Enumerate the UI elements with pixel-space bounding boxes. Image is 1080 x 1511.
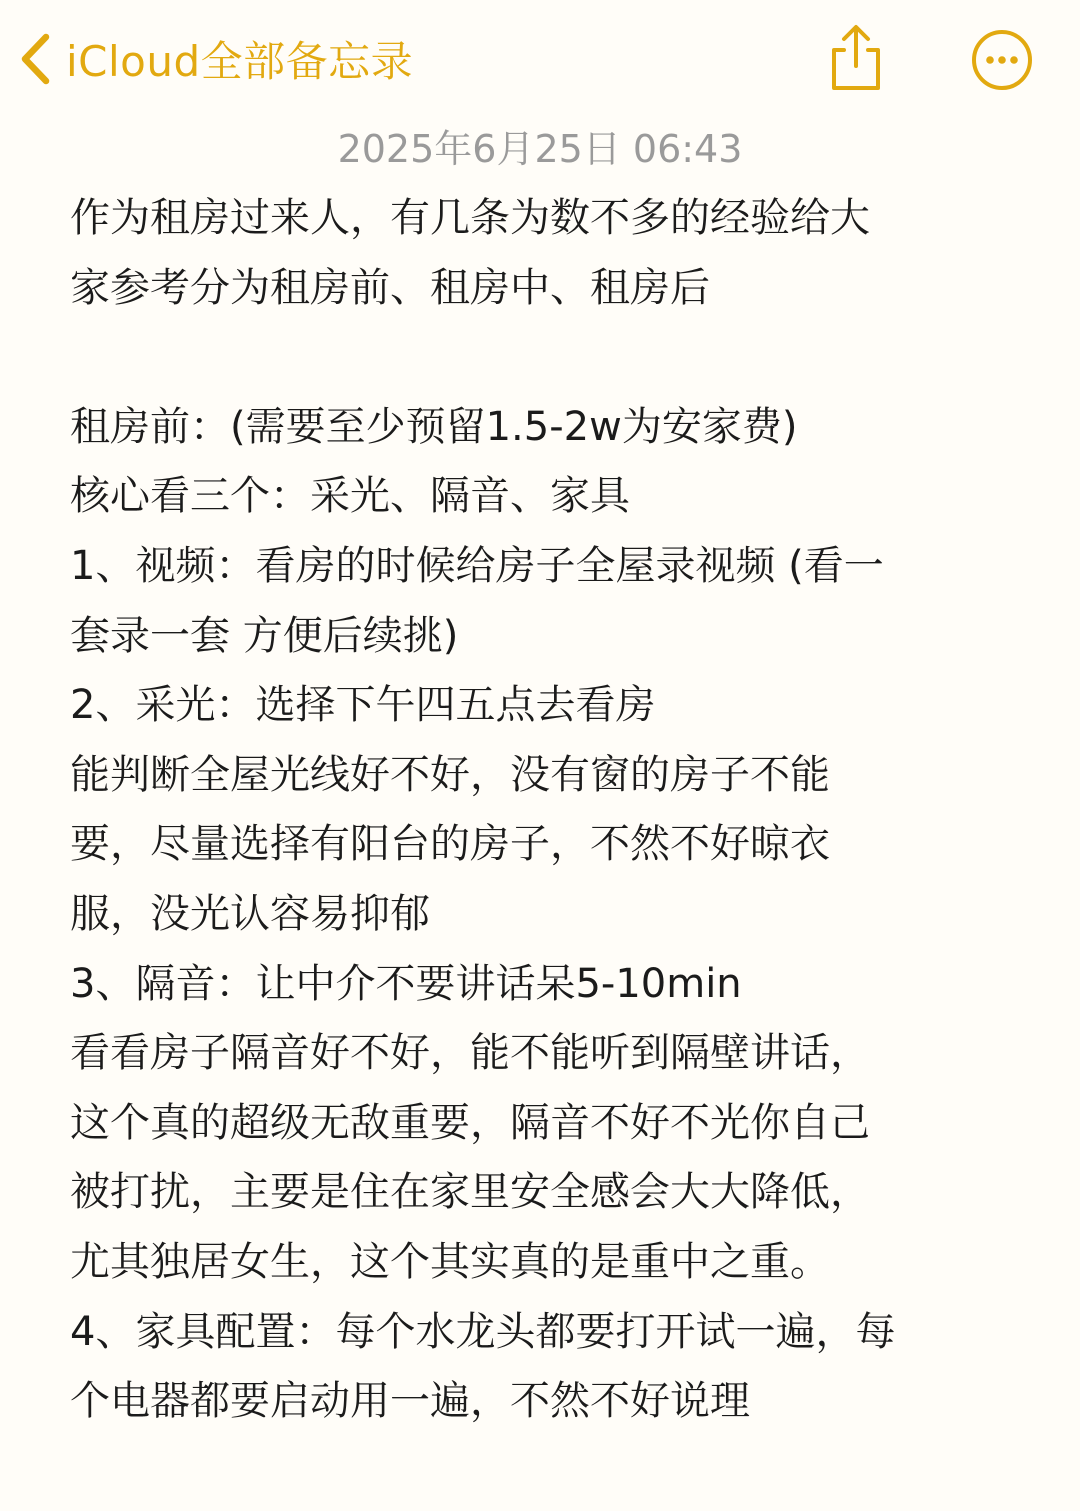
more-button[interactable]: [970, 28, 1034, 92]
note-line: 套录一套 方便后续挑): [70, 612, 459, 659]
note-line: 3、隔音：让中介不要讲话呆5-10min: [70, 960, 742, 1007]
note-line: 1、视频：看房的时候给房子全屋录视频 (看一: [70, 542, 884, 589]
more-ellipsis-icon: [970, 77, 1034, 96]
note-line: 作为租房过来人，有几条为数不多的经验给大: [70, 195, 870, 241]
share-icon: [822, 77, 888, 96]
note-line: 要，尽量选择有阳台的房子，不然不好晾衣: [70, 821, 830, 868]
note-line: 核心看三个：采光、隔音、家具: [70, 473, 630, 520]
note-line: 家参考分为租房前、租房中、租房后: [70, 264, 710, 311]
note-line: 这个真的超级无敌重要，隔音不好不光你自己: [70, 1099, 870, 1146]
note-line: 2、采光：选择下午四五点去看房: [70, 682, 656, 729]
note-line: 被打扰，主要是住在家里安全感会大大降低，: [70, 1169, 870, 1216]
back-button[interactable]: [18, 24, 413, 94]
chevron-left-icon: [18, 33, 52, 85]
note-line: 看看房子隔音好不好，能不能听到隔壁讲话，: [70, 1030, 870, 1077]
note-line: 服，没光认容易抑郁: [70, 890, 430, 937]
note-line: 能判断全屋光线好不好，没有窗的房子不能: [70, 751, 830, 798]
navigation-bar: [0, 0, 1080, 110]
note-line: [70, 323, 1030, 393]
note-line: 尤其独居女生，这个其实真的是重中之重。: [70, 1238, 830, 1285]
share-button[interactable]: [822, 22, 888, 92]
note-line: 个电器都要启动用一遍，不然不好说理: [70, 1378, 750, 1425]
note-body[interactable]: [70, 184, 1030, 1437]
note-line: 4、家具配置：每个水龙头都要打开试一遍，每: [70, 1308, 896, 1355]
note-timestamp: 2025年6月25日 06:43: [337, 127, 743, 171]
note-line: 租房前：(需要至少预留1.5-2w为安家费): [70, 403, 798, 450]
back-label: iCloud全部备忘录: [66, 37, 414, 86]
